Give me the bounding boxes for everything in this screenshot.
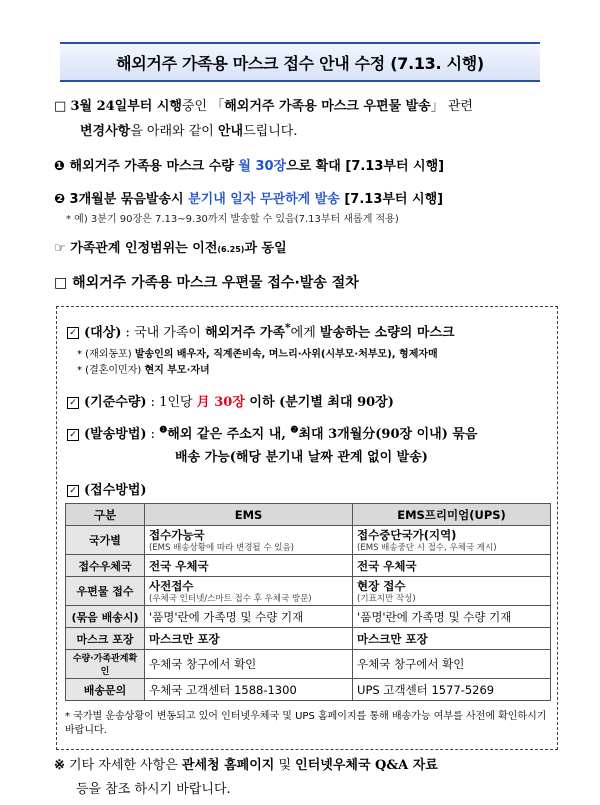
table-row [66,679,551,701]
change-item-3 [54,237,287,256]
row-header: 우편물 접수 [66,577,145,606]
intro-changes: 변경사항 [80,124,131,139]
table-cell: '품명'란에 가족명 및 수량 기재 [353,606,551,628]
item-highlight: 분기내 일자 무관하게 발송 [188,192,340,207]
table-cell: 마스크만 포장 [353,628,551,650]
item-text: 3개월분 묶음발송시 [69,192,189,207]
checkbox-icon: ✓ [67,485,79,497]
cell-text: 현장 접수 [357,579,406,593]
target-mask: 발송하는 소량의 마스크 [319,325,455,341]
quantity-highlight: 月 30장 [196,395,245,410]
row-header: 배송문의 [66,679,145,701]
intro-paragraph-line2 [80,120,297,139]
table-row [66,526,551,555]
page-title: 해외거주 가족용 마스크 접수 안내 수정 (7.13. 시행) [60,42,540,82]
item-number: ❶ [54,159,66,174]
footer-note [54,754,438,802]
table-cell [145,526,353,555]
intro-text3: 을 아래와 같이 [130,124,218,139]
row-header: 수량·가족관계확인 [66,650,145,679]
section-heading: □ 해외거주 가족용 마스크 우편물 접수·발송 절차 [54,275,359,291]
table-header: 구분 [66,504,145,526]
table-row [66,606,551,628]
method-line-2: 배송 가능(해당 분기내 날짜 관계 없이 발송) [175,450,428,465]
checkbox-icon: ✓ [67,327,79,339]
procedure-label: (접수방법) [84,483,147,498]
item-text: 해외거주 가족용 마스크 수량 [69,159,239,174]
target-text2: 에게 [290,325,320,341]
footer-text: 기타 자세한 사항은 [64,758,182,773]
item-date-small: (6.25) [217,245,245,254]
item-number: ❷ [54,192,66,207]
cell-subtext: (EMS 배송중단 시 접수, 우체국 게시) [357,543,497,553]
procedure-table [65,503,551,701]
table-row [66,628,551,650]
change-item-1 [54,155,444,174]
cell-subtext: (기표지만 작성) [357,594,416,604]
target-family: 해외거주 가족 [205,325,285,341]
row-header: 국가별 [66,526,145,555]
procedure-box [56,306,558,750]
intro-text: 중인 「 [181,99,225,114]
table-cell: 우체국 고객센터 1588-1300 [145,679,353,701]
method-num-2: ❷ [290,425,299,436]
table-cell: '품명'란에 가족명 및 수량 기재 [145,606,353,628]
cell-text: 접수중단국가(지역) [357,528,457,542]
footer-customs: 관세청 홈페이지 [181,758,275,773]
footer-and: 및 [274,758,296,773]
table-footnote: * 국가별 운송상황이 변동되고 있어 인터넷우체국 및 UPS 홈페이지를 통해 배송가능 여부를 사전에 확인하시기 바랍니다. [65,711,547,736]
quantity-text-end: 이하 (분기별 최대 90장) [244,395,394,410]
note-label: * (재외동포) [77,349,135,360]
footer-qa: 인터넷우체국 Q&A 자료 [295,758,438,773]
bullet: □ [54,99,67,114]
item-text-end: [7.13부터 시행] [339,192,444,207]
method-line [67,423,478,442]
change-item-2 [54,188,443,207]
target-note-1 [77,345,438,360]
table-cell: 우체국 창구에서 확인 [353,650,551,679]
table-cell: 마스크만 포장 [145,628,353,650]
table-row [66,650,551,679]
method-label: (발송방법) [84,427,147,442]
target-line [67,321,455,340]
intro-text2: 」 관련 [430,99,473,114]
table-row [66,577,551,606]
item-2-note: * 예) 3분기 90장은 7.13~9.30까지 발송할 수 있음(7.13부터 새롭게 적용) [66,214,399,225]
note-text: 발송인의 배우자, 직계존비속, 며느리·사위(시부모·처부모), 형제자매 [134,349,438,360]
table-cell: 전국 우체국 [145,555,353,577]
method-num-1: ❶ [159,425,168,436]
intro-text4: 드립니다. [243,124,298,139]
reference-mark: ※ [54,758,65,773]
method-text-2: 최대 3개월分(90장 이내) 묶음 [298,427,478,442]
table-cell: UPS 고객센터 1577-5269 [353,679,551,701]
quantity-text: : 1인당 [146,395,197,410]
quantity-label: (기준수량) [84,395,147,410]
footer-line-2: 등을 참조 하시기 바랍니다. [76,782,231,797]
table-cell [145,577,353,606]
intro-paragraph [54,95,473,114]
item-text-end: 과 동일 [244,241,287,256]
cell-subtext: (EMS 배송상황에 따라 변경될 수 있음) [149,543,294,553]
intro-program: 해외거주 가족용 마스크 우편물 발송 [224,99,431,114]
table-row [66,555,551,577]
note-text: 현지 부모·자녀 [144,365,210,376]
table-header: EMS [145,504,353,526]
target-note-2 [77,361,210,376]
table-cell [353,577,551,606]
cell-text: 접수가능국 [149,528,205,542]
intro-date: 3월 24일부터 시행 [70,99,182,114]
table-cell [353,526,551,555]
method-colon: : [146,427,160,442]
note-label: * (결혼이민자) [77,365,145,376]
target-text: : 국내 가족이 [121,325,206,341]
table-cell: 전국 우체국 [353,555,551,577]
procedure-line [67,479,147,498]
item-text-end: 으로 확대 [7.13부터 시행] [286,159,445,174]
row-header: 마스크 포장 [66,628,145,650]
row-header: (묶음 배송시) [66,606,145,628]
item-highlight: 월 30장 [238,159,287,174]
cell-text: 사전접수 [149,579,194,593]
checkbox-icon: ✓ [67,397,79,409]
intro-notice: 안내 [217,124,244,139]
table-header: EMS프리미엄(UPS) [353,504,551,526]
footer-line-1 [54,754,438,778]
target-label: (대상) [84,325,122,341]
method-text-1: 해외 같은 주소지 내, [167,427,291,442]
item-text: 가족관계 인정범위는 이전 [70,241,218,256]
row-header: 접수우체국 [66,555,145,577]
table-cell: 우체국 창구에서 확인 [145,650,353,679]
footnote-star: * [285,321,291,334]
checkbox-icon: ✓ [67,429,79,441]
pointing-hand-icon: ☞ [54,241,66,256]
quantity-line [67,391,394,410]
cell-subtext: (우체국 인터넷/스마트 접수 후 우체국 방문) [149,594,312,604]
